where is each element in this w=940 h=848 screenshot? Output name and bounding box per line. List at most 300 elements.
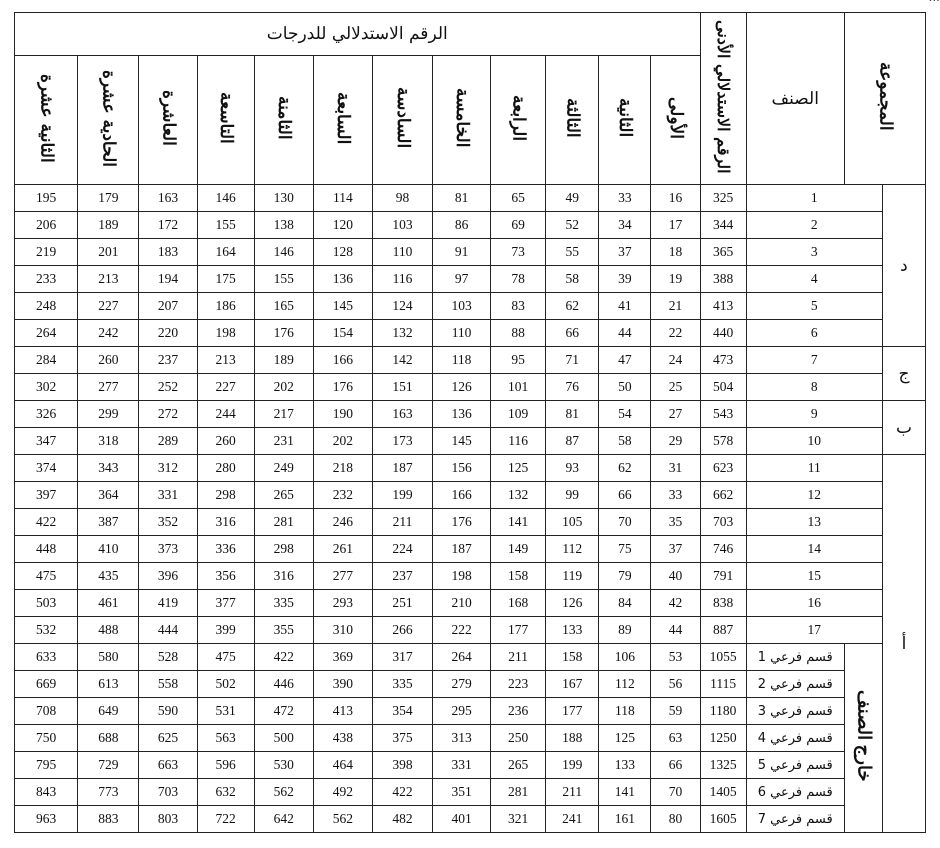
class-cell: 8 [746,374,882,401]
grade-cell: 151 [372,374,432,401]
table-row [15,185,926,212]
grade-cell: 118 [433,347,491,374]
grade-cell: 252 [139,374,197,401]
min-index-cell: 703 [700,509,746,536]
grade-cell: 71 [546,347,599,374]
grade-cell: 110 [372,239,432,266]
grade-cell: 410 [78,536,139,563]
min-index-cell: 1250 [700,725,746,752]
grade-cell: 963 [15,806,78,833]
class-cell: 4 [746,266,882,293]
grade-cell: 281 [254,509,313,536]
grade-cell: 528 [139,644,197,671]
table-row [15,779,926,806]
table-row [15,347,926,374]
grade-cell: 52 [546,212,599,239]
grade-cell: 321 [491,806,546,833]
table-row [15,320,926,347]
grade-cell: 195 [15,185,78,212]
grade-cell: 120 [313,212,372,239]
min-index-cell: 1605 [700,806,746,833]
min-index-cell: 504 [700,374,746,401]
grade-cell: 16 [651,185,700,212]
grade-cell: 316 [197,509,254,536]
class-cell: 6 [746,320,882,347]
min-index-cell: 1115 [700,671,746,698]
grade-cell: 58 [599,428,651,455]
grade-cell: 103 [433,293,491,320]
grade-cell: 62 [546,293,599,320]
grade-cell: 272 [139,401,197,428]
grade-cell: 284 [15,347,78,374]
table-row [15,536,926,563]
grade-cell: 500 [254,725,313,752]
grade-cell: 133 [599,752,651,779]
grade-cell: 175 [197,266,254,293]
grade-cell: 124 [372,293,432,320]
min-index-cell: 1055 [700,644,746,671]
table-row [15,752,926,779]
header-class: الصنف [746,13,844,185]
group-label: أ [882,455,925,833]
grade-cell: 302 [15,374,78,401]
grade-cell: 374 [15,455,78,482]
grade-cell: 132 [491,482,546,509]
min-index-cell: 388 [700,266,746,293]
grade-cell: 261 [313,536,372,563]
table-row [15,671,926,698]
header-grade-9: التاسعة [197,56,254,185]
header-group: المجموعة [844,13,925,185]
grade-cell: 632 [197,779,254,806]
grade-cell: 136 [313,266,372,293]
grade-cell: 95 [491,347,546,374]
grade-cell: 213 [78,266,139,293]
grade-cell: 130 [254,185,313,212]
grade-cell: 249 [254,455,313,482]
grade-cell: 53 [651,644,700,671]
grade-cell: 213 [197,347,254,374]
grade-cell: 562 [313,806,372,833]
grade-cell: 642 [254,806,313,833]
header-grade-1: الأولى [651,56,700,185]
grade-cell: 448 [15,536,78,563]
grade-cell: 177 [546,698,599,725]
grade-cell: 531 [197,698,254,725]
grade-cell: 351 [433,779,491,806]
grade-cell: 54 [599,401,651,428]
grade-cell: 331 [139,482,197,509]
subsection-cell: قسم فرعي 6 [746,779,844,806]
grade-cell: 189 [78,212,139,239]
grade-cell: 168 [491,590,546,617]
grade-cell: 343 [78,455,139,482]
grade-cell: 194 [139,266,197,293]
grade-cell: 44 [651,617,700,644]
grade-cell: 795 [15,752,78,779]
grade-cell: 128 [313,239,372,266]
grade-cell: 220 [139,320,197,347]
grade-cell: 377 [197,590,254,617]
grade-cell: 189 [254,347,313,374]
grade-cell: 375 [372,725,432,752]
grade-cell: 390 [313,671,372,698]
class-cell: 12 [746,482,882,509]
grade-cell: 116 [491,428,546,455]
grade-cell: 65 [491,185,546,212]
grade-cell: 356 [197,563,254,590]
grade-cell: 773 [78,779,139,806]
grade-cell: 708 [15,698,78,725]
grade-cell: 21 [651,293,700,320]
grade-cell: 422 [254,644,313,671]
grade-cell: 250 [491,725,546,752]
grade-cell: 75 [599,536,651,563]
grade-cell: 317 [372,644,432,671]
grade-cell: 422 [372,779,432,806]
grade-cell: 78 [491,266,546,293]
grade-cell: 580 [78,644,139,671]
grade-cell: 70 [651,779,700,806]
min-index-cell: 413 [700,293,746,320]
grade-cell: 211 [372,509,432,536]
grade-cell: 33 [651,482,700,509]
grade-cell: 69 [491,212,546,239]
grade-cell: 101 [491,374,546,401]
grade-cell: 242 [78,320,139,347]
grade-cell: 223 [491,671,546,698]
min-index-cell: 473 [700,347,746,374]
grade-cell: 211 [546,779,599,806]
grade-cell: 136 [433,401,491,428]
grade-cell: 158 [546,644,599,671]
grade-cell: 248 [15,293,78,320]
grade-cell: 438 [313,725,372,752]
table-row [15,266,926,293]
grade-cell: 110 [433,320,491,347]
grade-cell: 198 [197,320,254,347]
class-cell: 17 [746,617,882,644]
header-grade-8: الثامنة [254,56,313,185]
grade-cell: 331 [433,752,491,779]
group-label: ب [882,401,925,455]
grade-cell: 114 [313,185,372,212]
grade-cell: 66 [546,320,599,347]
grade-cell: 125 [599,725,651,752]
class-cell: 10 [746,428,882,455]
grade-cell: 373 [139,536,197,563]
grade-cell: 475 [15,563,78,590]
grade-cell: 266 [372,617,432,644]
grade-cell: 201 [78,239,139,266]
class-cell: 14 [746,536,882,563]
grade-cell: 590 [139,698,197,725]
grade-cell: 183 [139,239,197,266]
grade-cell: 207 [139,293,197,320]
grade-cell: 475 [197,644,254,671]
grade-cell: 164 [197,239,254,266]
grade-cell: 669 [15,671,78,698]
grade-cell: 156 [433,455,491,482]
grade-cell: 80 [651,806,700,833]
subsection-cell: قسم فرعي 1 [746,644,844,671]
grade-cell: 33 [599,185,651,212]
grade-cell: 558 [139,671,197,698]
grade-cell: 482 [372,806,432,833]
grade-cell: 336 [197,536,254,563]
grade-cell: 722 [197,806,254,833]
grade-cell: 126 [433,374,491,401]
grade-cell: 649 [78,698,139,725]
min-index-cell: 1180 [700,698,746,725]
grade-cell: 729 [78,752,139,779]
grade-cell: 146 [197,185,254,212]
table-row [15,725,926,752]
grade-cell: 98 [372,185,432,212]
grade-cell: 161 [599,806,651,833]
grade-cell: 83 [491,293,546,320]
grade-cell: 158 [491,563,546,590]
table-row [15,644,926,671]
grade-cell: 625 [139,725,197,752]
grade-cell: 41 [599,293,651,320]
grade-cell: 81 [433,185,491,212]
min-index-cell: 325 [700,185,746,212]
table-row [15,806,926,833]
table-row [15,401,926,428]
grade-cell: 298 [254,536,313,563]
grade-cell: 31 [651,455,700,482]
grade-cell: 210 [433,590,491,617]
table-row [15,239,926,266]
grade-cell: 155 [254,266,313,293]
min-index-cell: 578 [700,428,746,455]
grade-cell: 265 [254,482,313,509]
class-cell: 3 [746,239,882,266]
min-index-cell: 746 [700,536,746,563]
grade-cell: 25 [651,374,700,401]
grade-cell: 750 [15,725,78,752]
grade-cell: 141 [491,509,546,536]
class-cell: 16 [746,590,882,617]
grade-cell: 397 [15,482,78,509]
grade-cell: 27 [651,401,700,428]
subsection-cell: قسم فرعي 2 [746,671,844,698]
class-cell: 5 [746,293,882,320]
grade-cell: 419 [139,590,197,617]
class-cell: 2 [746,212,882,239]
grade-cell: 166 [433,482,491,509]
header-grade-7: السابعة [313,56,372,185]
header-min-index: الرقم الاستدلالي الأدنى [700,13,746,185]
min-index-cell: 440 [700,320,746,347]
grade-cell: 163 [372,401,432,428]
grade-cell: 352 [139,509,197,536]
header-grade-4: الرابعة [491,56,546,185]
grade-cell: 251 [372,590,432,617]
grade-cell: 265 [491,752,546,779]
class-cell: 1 [746,185,882,212]
grade-index-table [14,12,926,833]
grade-cell: 236 [491,698,546,725]
grade-cell: 176 [313,374,372,401]
grade-cell: 199 [372,482,432,509]
grade-cell: 165 [254,293,313,320]
grade-cell: 233 [15,266,78,293]
grade-cell: 141 [599,779,651,806]
grade-cell: 186 [197,293,254,320]
grade-cell: 843 [15,779,78,806]
grade-cell: 187 [372,455,432,482]
min-index-cell: 344 [700,212,746,239]
grade-cell: 99 [546,482,599,509]
grade-cell: 86 [433,212,491,239]
grade-cell: 613 [78,671,139,698]
grade-cell: 803 [139,806,197,833]
grade-cell: 34 [599,212,651,239]
grade-cell: 298 [197,482,254,509]
grade-cell: 413 [313,698,372,725]
grade-cell: 76 [546,374,599,401]
grade-cell: 264 [433,644,491,671]
class-cell: 7 [746,347,882,374]
grade-cell: 562 [254,779,313,806]
grade-cell: 24 [651,347,700,374]
grade-cell: 422 [15,509,78,536]
grade-cell: 70 [599,509,651,536]
grade-cell: 198 [433,563,491,590]
grade-cell: 179 [78,185,139,212]
grade-cell: 55 [546,239,599,266]
min-index-cell: 662 [700,482,746,509]
grade-cell: 37 [651,536,700,563]
grade-cell: 227 [197,374,254,401]
grade-cell: 47 [599,347,651,374]
grade-cell: 313 [433,725,491,752]
grade-cell: 18 [651,239,700,266]
grade-cell: 399 [197,617,254,644]
grade-cell: 50 [599,374,651,401]
cut-off-text [929,0,940,4]
grade-cell: 232 [313,482,372,509]
grade-cell: 44 [599,320,651,347]
grade-cell: 310 [313,617,372,644]
grade-cell: 354 [372,698,432,725]
grade-cell: 167 [546,671,599,698]
grade-cell: 35 [651,509,700,536]
grade-cell: 260 [197,428,254,455]
table-row [15,374,926,401]
grade-cell: 347 [15,428,78,455]
grade-cell: 435 [78,563,139,590]
grade-cell: 502 [197,671,254,698]
grade-cell: 883 [78,806,139,833]
header-grade-6: السادسة [372,56,432,185]
grade-cell: 532 [15,617,78,644]
grade-cell: 73 [491,239,546,266]
grade-cell: 176 [433,509,491,536]
min-index-cell: 1325 [700,752,746,779]
grade-cell: 59 [651,698,700,725]
grade-cell: 63 [651,725,700,752]
grade-cell: 281 [491,779,546,806]
grade-cell: 81 [546,401,599,428]
grade-cell: 146 [254,239,313,266]
grade-cell: 316 [254,563,313,590]
grade-cell: 289 [139,428,197,455]
grade-cell: 42 [651,590,700,617]
table-row [15,212,926,239]
grade-cell: 231 [254,428,313,455]
cut-off-previous-line [0,0,940,6]
grade-cell: 29 [651,428,700,455]
grade-cell: 132 [372,320,432,347]
grade-cell: 56 [651,671,700,698]
grade-cell: 277 [313,563,372,590]
table-row [15,563,926,590]
grade-cell: 688 [78,725,139,752]
grade-cell: 396 [139,563,197,590]
min-index-cell: 887 [700,617,746,644]
grade-cell: 387 [78,509,139,536]
table-row [15,455,926,482]
grade-cell: 464 [313,752,372,779]
outside-class-label: خارج الصنف [844,644,882,833]
table-row [15,698,926,725]
grade-cell: 166 [313,347,372,374]
class-cell: 13 [746,509,882,536]
grade-cell: 112 [546,536,599,563]
grade-cell: 211 [491,644,546,671]
grade-cell: 530 [254,752,313,779]
grade-cell: 446 [254,671,313,698]
grade-cell: 19 [651,266,700,293]
grade-cell: 138 [254,212,313,239]
table-row [15,428,926,455]
grade-cell: 244 [197,401,254,428]
grade-cell: 40 [651,563,700,590]
grade-cell: 105 [546,509,599,536]
grade-cell: 125 [491,455,546,482]
grade-cell: 172 [139,212,197,239]
min-index-cell: 838 [700,590,746,617]
table-row [15,509,926,536]
grade-cell: 703 [139,779,197,806]
grade-cell: 444 [139,617,197,644]
grade-cell: 222 [433,617,491,644]
grade-cell: 461 [78,590,139,617]
grade-cell: 106 [599,644,651,671]
grade-cell: 22 [651,320,700,347]
header-grade-10: العاشرة [139,56,197,185]
subsection-cell: قسم فرعي 4 [746,725,844,752]
grade-cell: 398 [372,752,432,779]
grade-cell: 492 [313,779,372,806]
grade-cell: 206 [15,212,78,239]
grade-cell: 312 [139,455,197,482]
grade-cell: 318 [78,428,139,455]
grade-cell: 488 [78,617,139,644]
min-index-cell: 791 [700,563,746,590]
grade-cell: 109 [491,401,546,428]
grade-cell: 97 [433,266,491,293]
grade-cell: 224 [372,536,432,563]
grade-cell: 237 [139,347,197,374]
group-label: د [882,185,925,347]
grade-cell: 279 [433,671,491,698]
grade-cell: 369 [313,644,372,671]
grade-cell: 355 [254,617,313,644]
